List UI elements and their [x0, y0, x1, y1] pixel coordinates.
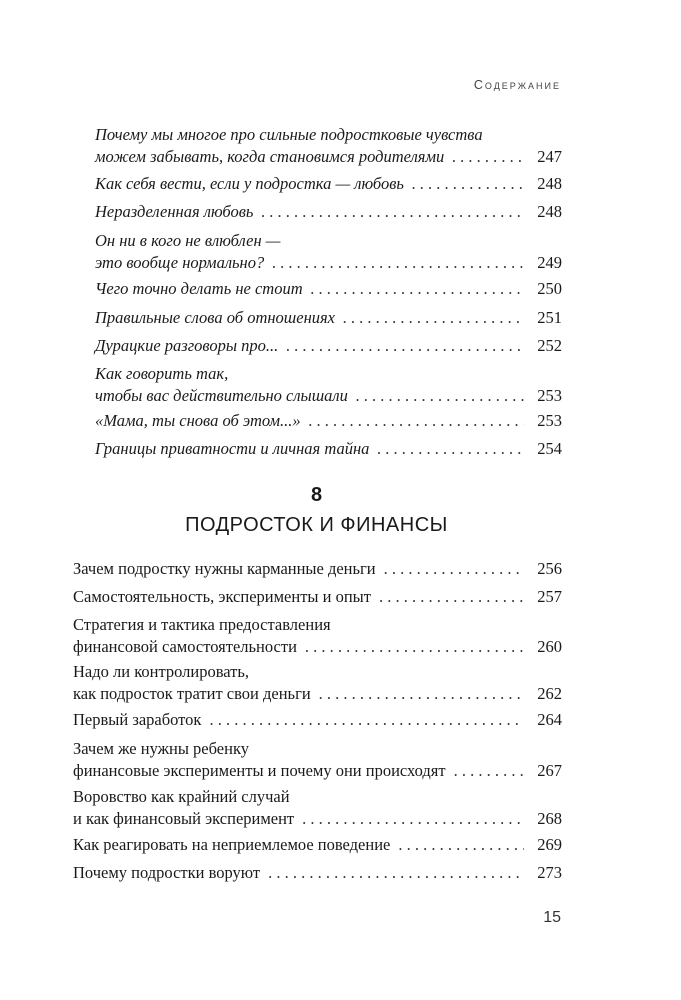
toc-entry[interactable]: [73, 558, 562, 580]
toc-entry-title: Стратегия и тактика предоставления: [73, 615, 331, 634]
toc-entry-title: финансовой самостоятельности: [73, 637, 297, 656]
leader-dots: [454, 760, 524, 782]
toc-entry[interactable]: [95, 230, 562, 274]
toc-entry[interactable]: [95, 173, 562, 195]
toc-entry-title: Зачем подростку нужны карманные деньги: [73, 559, 376, 578]
running-head: Содержание: [473, 78, 561, 92]
toc-entry[interactable]: [95, 201, 562, 223]
toc-entry[interactable]: [73, 709, 562, 731]
toc-entry-title: Как говорить так,: [95, 364, 229, 383]
toc-entry[interactable]: [73, 661, 562, 705]
leader-dots: [319, 683, 524, 705]
leader-dots: [356, 385, 524, 407]
toc-entry-title: Дурацкие разговоры про...: [95, 336, 279, 355]
chapter-title: ПОДРОСТОК И ФИНАНСЫ: [185, 514, 448, 536]
toc-entry-title: Зачем же нужны ребенку: [73, 739, 249, 758]
leader-dots: [311, 278, 524, 300]
toc-entry-title: «Мама, ты снова об этом...»: [95, 411, 301, 430]
leader-dots: [286, 335, 524, 357]
toc-entry-title: Границы приватности и личная тайна: [95, 439, 370, 458]
toc-entry-title: Чего точно делать не стоит: [95, 279, 303, 298]
toc-entry[interactable]: [95, 124, 562, 168]
toc-entry-page: 250: [537, 279, 562, 298]
toc-entry-title: Как себя вести, если у подростка — любовь: [95, 174, 404, 193]
toc-entry[interactable]: [95, 278, 562, 300]
toc-entry-title: чтобы вас действительно слышали: [95, 386, 348, 405]
toc-entry-page: 273: [537, 863, 562, 882]
toc-entry-title: Неразделенная любовь: [95, 202, 254, 221]
toc-entry[interactable]: [73, 834, 562, 856]
toc-entry-title: можем забывать, когда становимся родителями: [95, 147, 445, 166]
toc-entry-title: Воровство как крайний случай: [73, 787, 290, 806]
toc-entry-title: это вообще нормально?: [95, 253, 265, 272]
toc-entry-page: 252: [537, 336, 562, 355]
leader-dots: [261, 201, 524, 223]
toc-entry-title: как подросток тратит свои деньги: [73, 684, 311, 703]
toc-entry[interactable]: [95, 363, 562, 407]
chapter-number: 8: [310, 484, 323, 506]
toc-entry-page: 253: [537, 386, 562, 405]
toc-entry-title: Надо ли контролировать,: [73, 662, 250, 681]
toc-entry-page: 269: [537, 835, 562, 854]
toc-entry[interactable]: [95, 410, 562, 432]
leader-dots: [343, 307, 524, 329]
leader-dots: [384, 558, 524, 580]
leader-dots: [209, 709, 524, 731]
toc-entry-page: 248: [537, 202, 562, 221]
toc-entry-page: 264: [537, 710, 562, 729]
leader-dots: [272, 252, 524, 274]
toc-entry-page: 248: [537, 174, 562, 193]
toc-entry-page: 267: [537, 761, 562, 780]
toc-entry-page: 262: [537, 684, 562, 703]
leader-dots: [268, 862, 524, 884]
toc-entry[interactable]: [73, 862, 562, 884]
toc-entry-title: Правильные слова об отношениях: [95, 308, 335, 327]
leader-dots: [398, 834, 524, 856]
toc-entry[interactable]: [73, 586, 562, 608]
leader-dots: [379, 586, 524, 608]
leader-dots: [309, 410, 524, 432]
toc-entry[interactable]: [73, 738, 562, 782]
toc-entry-page: 256: [537, 559, 562, 578]
toc-entry-page: 257: [537, 587, 562, 606]
toc-entry-title: Он ни в кого не влюблен —: [95, 231, 281, 250]
toc-entry[interactable]: [73, 614, 562, 658]
toc-entry-page: 260: [537, 637, 562, 656]
page-number: 15: [543, 909, 561, 926]
toc-entry-page: 251: [537, 308, 562, 327]
toc-entry[interactable]: [95, 438, 562, 460]
toc-entry-title: финансовые эксперименты и почему они происходят: [73, 761, 446, 780]
leader-dots: [302, 808, 524, 830]
leader-dots: [452, 146, 524, 168]
leader-dots: [377, 438, 524, 460]
toc-entry-page: 268: [537, 809, 562, 828]
toc-entry[interactable]: [73, 786, 562, 830]
toc-entry-title: Почему подростки воруют: [73, 863, 261, 882]
toc-entry-title: Самостоятельность, эксперименты и опыт: [73, 587, 371, 606]
leader-dots: [305, 636, 524, 658]
toc-entry-title: и как финансовый эксперимент: [73, 809, 295, 828]
toc-entry-page: 249: [537, 253, 562, 272]
leader-dots: [412, 173, 524, 195]
toc-entry-page: 247: [537, 147, 562, 166]
toc-entry-title: Первый заработок: [73, 710, 202, 729]
toc-entry-title: Как реагировать на неприемлемое поведение: [73, 835, 391, 854]
toc-entry[interactable]: [95, 335, 562, 357]
toc-entry-title: Почему мы многое про сильные подростковые чувства: [95, 125, 483, 144]
toc-entry[interactable]: [95, 307, 562, 329]
toc-entry-page: 254: [537, 439, 562, 458]
toc-entry-page: 253: [537, 411, 562, 430]
